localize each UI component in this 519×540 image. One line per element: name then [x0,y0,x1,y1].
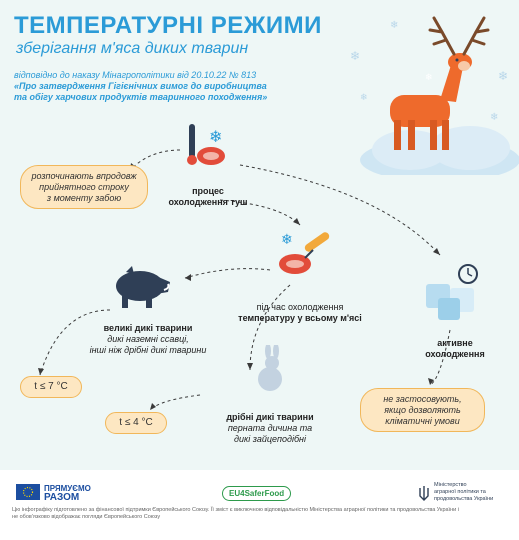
active-note-line1: не застосовують, [383,394,462,404]
disclaimer-line1: Цю інфографіку підготовлено за фінансової підтримки Європейського Союзу. Її зміст є виключною відповідальністю Міністерства аграрної політики та продовольства України і [12,507,459,513]
meat-cooling-icon [185,122,235,172]
disclaimer-line2: не обов'язково відображає погляди Європейського Союзу [12,514,161,520]
start-note-line3: з моменту забою [46,193,122,203]
boar-icon [112,262,172,310]
ministry-logo [434,482,493,503]
large-game-title: великі дикі тварини [103,323,193,333]
small-game-desc1: перната дичина та [227,423,313,433]
page-title: ТЕМПЕРАТУРНІ РЕЖИМИ [14,12,322,39]
small-game-label [210,412,330,445]
eu-flag-icon [16,484,40,500]
cooling-process-line2: охолодження туш [168,197,248,207]
order-line-3: та обігу харчових продуктів тваринного походження» [14,92,268,102]
measure-label [220,302,380,324]
small-game-title: дрібні дикі тварини [226,412,314,422]
svg-text:❄: ❄ [490,112,499,123]
svg-text:❄: ❄ [209,129,223,146]
temp-small-badge: t ≤ 4 °C [105,412,167,434]
ministry-line3: продовольства України [434,496,494,502]
trident-icon [418,484,430,502]
svg-text:❄: ❄ [281,231,293,247]
active-line1: активне [437,338,473,348]
cooling-process-label [158,186,258,208]
svg-text:❄: ❄ [498,69,509,83]
svg-text:❄: ❄ [425,72,433,82]
footer [0,470,519,540]
start-note-line2: прийнятного строку [39,182,129,192]
eu4saferfood-logo: EU4SaferFood [222,486,291,501]
ministry-line2: аграрної політики та [434,489,486,495]
measure-line2: температуру у всьому м'ясі [238,313,362,323]
order-line-2: «Про затвердження Гігієнічних вимог до виробництва [14,81,267,91]
page-subtitle: зберігання м'яса диких тварин [16,40,249,57]
large-game-desc2: інші ніж дрібні дикі тварини [89,345,207,355]
active-note-line3: кліматичні умови [385,416,460,426]
start-note [20,165,148,209]
svg-text:❄: ❄ [350,49,361,63]
small-game-desc2: дикі зайцеподібні [234,434,306,444]
active-note-line2: якщо дозволяють [384,405,461,415]
hare-icon [250,345,290,393]
svg-text:❄: ❄ [390,20,399,31]
start-note-line1: розпочинають впродовж [31,171,137,181]
eu-together-logo [44,484,91,502]
meat-thermometer-icon [275,228,335,278]
arrow-to-temp-small [150,395,200,410]
large-game-desc1: дикі наземні ссавці, [107,334,189,344]
logo1-line1: ПРЯМУЄМО [44,484,91,493]
large-game-label [78,323,218,356]
logo1-line2: РАЗОМ [44,492,80,503]
active-note [360,388,485,432]
active-line2: охолодження [425,349,485,359]
temp-large-badge: t ≤ 7 °C [20,376,82,398]
active-cooling-label [405,338,505,360]
arrow-to-large [185,269,270,278]
order-line-1: відповідно до наказу Мінагрополітики від 20.10.22 № 813 [14,70,257,80]
ministry-line1: Міністерство [434,482,467,488]
ice-cubes-icon [420,262,490,322]
disclaimer [12,507,512,521]
arrow-to-active [240,165,440,255]
cooling-process-line1: процес [192,186,224,196]
svg-text:❄: ❄ [360,92,368,102]
measure-line1: під час охолодження [256,302,344,312]
